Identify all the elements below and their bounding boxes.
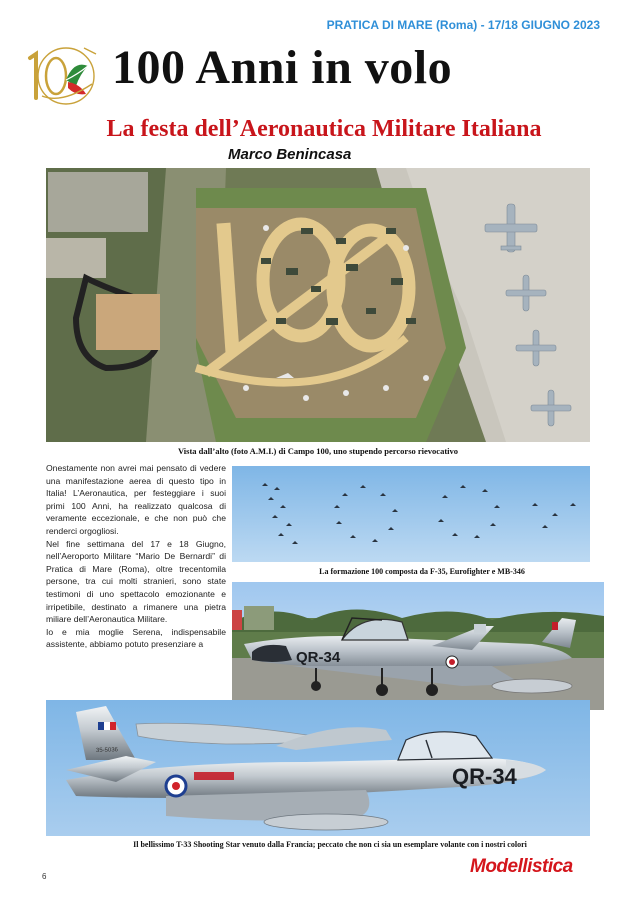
flight-aircraft-code: QR-34 bbox=[452, 764, 517, 789]
event-dateline: PRATICA DI MARE (Roma) - 17/18 GIUGNO 2023 bbox=[326, 18, 600, 32]
article-title: 100 Anni in volo bbox=[112, 41, 453, 94]
magazine-brand-logo: Modellistica bbox=[470, 856, 573, 877]
t33-flight-photo bbox=[46, 700, 590, 836]
centenary-logo bbox=[22, 40, 104, 108]
aerial-photo-caption: Vista dall’alto (foto A.M.I.) di Campo 100, uno stupendo percorso rievocativo bbox=[177, 446, 459, 456]
aircraft-serial: 35-5036 bbox=[95, 747, 119, 754]
formation-photo bbox=[232, 466, 590, 562]
t33-photo-caption: Il bellissimo T-33 Shooting Star venuto dalla Francia; peccato che non ci sia un esemplare volante con i nostri colori bbox=[133, 840, 527, 849]
ground-aircraft-code: QR-34 bbox=[296, 649, 341, 666]
article-subtitle: La festa dell’Aeronautica Militare Italiana bbox=[106, 116, 542, 142]
article-body bbox=[46, 462, 226, 651]
aerial-photo bbox=[46, 168, 590, 442]
body-paragraph-2: Nel fine settimana del 17 e 18 Giugno, nell’Aeroporto Militare “Mario De Bernardi” di Pratica di Mare (Roma), oltre trecentomila persone, tra cui molti stranieri, sono state testimoni di uno spettacolo emozionante e irripetibile, destinato a rimanere una pietra miliare dell’Aeronautica Militare. bbox=[46, 538, 226, 625]
page-number: 6 bbox=[42, 872, 47, 881]
centenary-emblem-icon bbox=[22, 40, 104, 108]
body-paragraph-1: Onestamente non avrei mai pensato di vedere una manifestazione aerea di questo tipo in Italia! L’Aeronautica, per festeggiare i suoi primi 100 Anni, ha realizzato qualcosa di veramente eccezionale, e che non può che renderci orgogliosi. bbox=[46, 463, 226, 536]
body-paragraph-3: Io e mia moglie Serena, indispensabile assistente, abbiamo potuto presenziare a bbox=[46, 626, 226, 650]
author-byline: Marco Benincasa bbox=[228, 146, 352, 163]
formation-photo-caption: La formazione 100 composta da F-35, Eurofighter e MB-346 bbox=[319, 567, 525, 576]
t33-ground-photo bbox=[232, 582, 604, 710]
